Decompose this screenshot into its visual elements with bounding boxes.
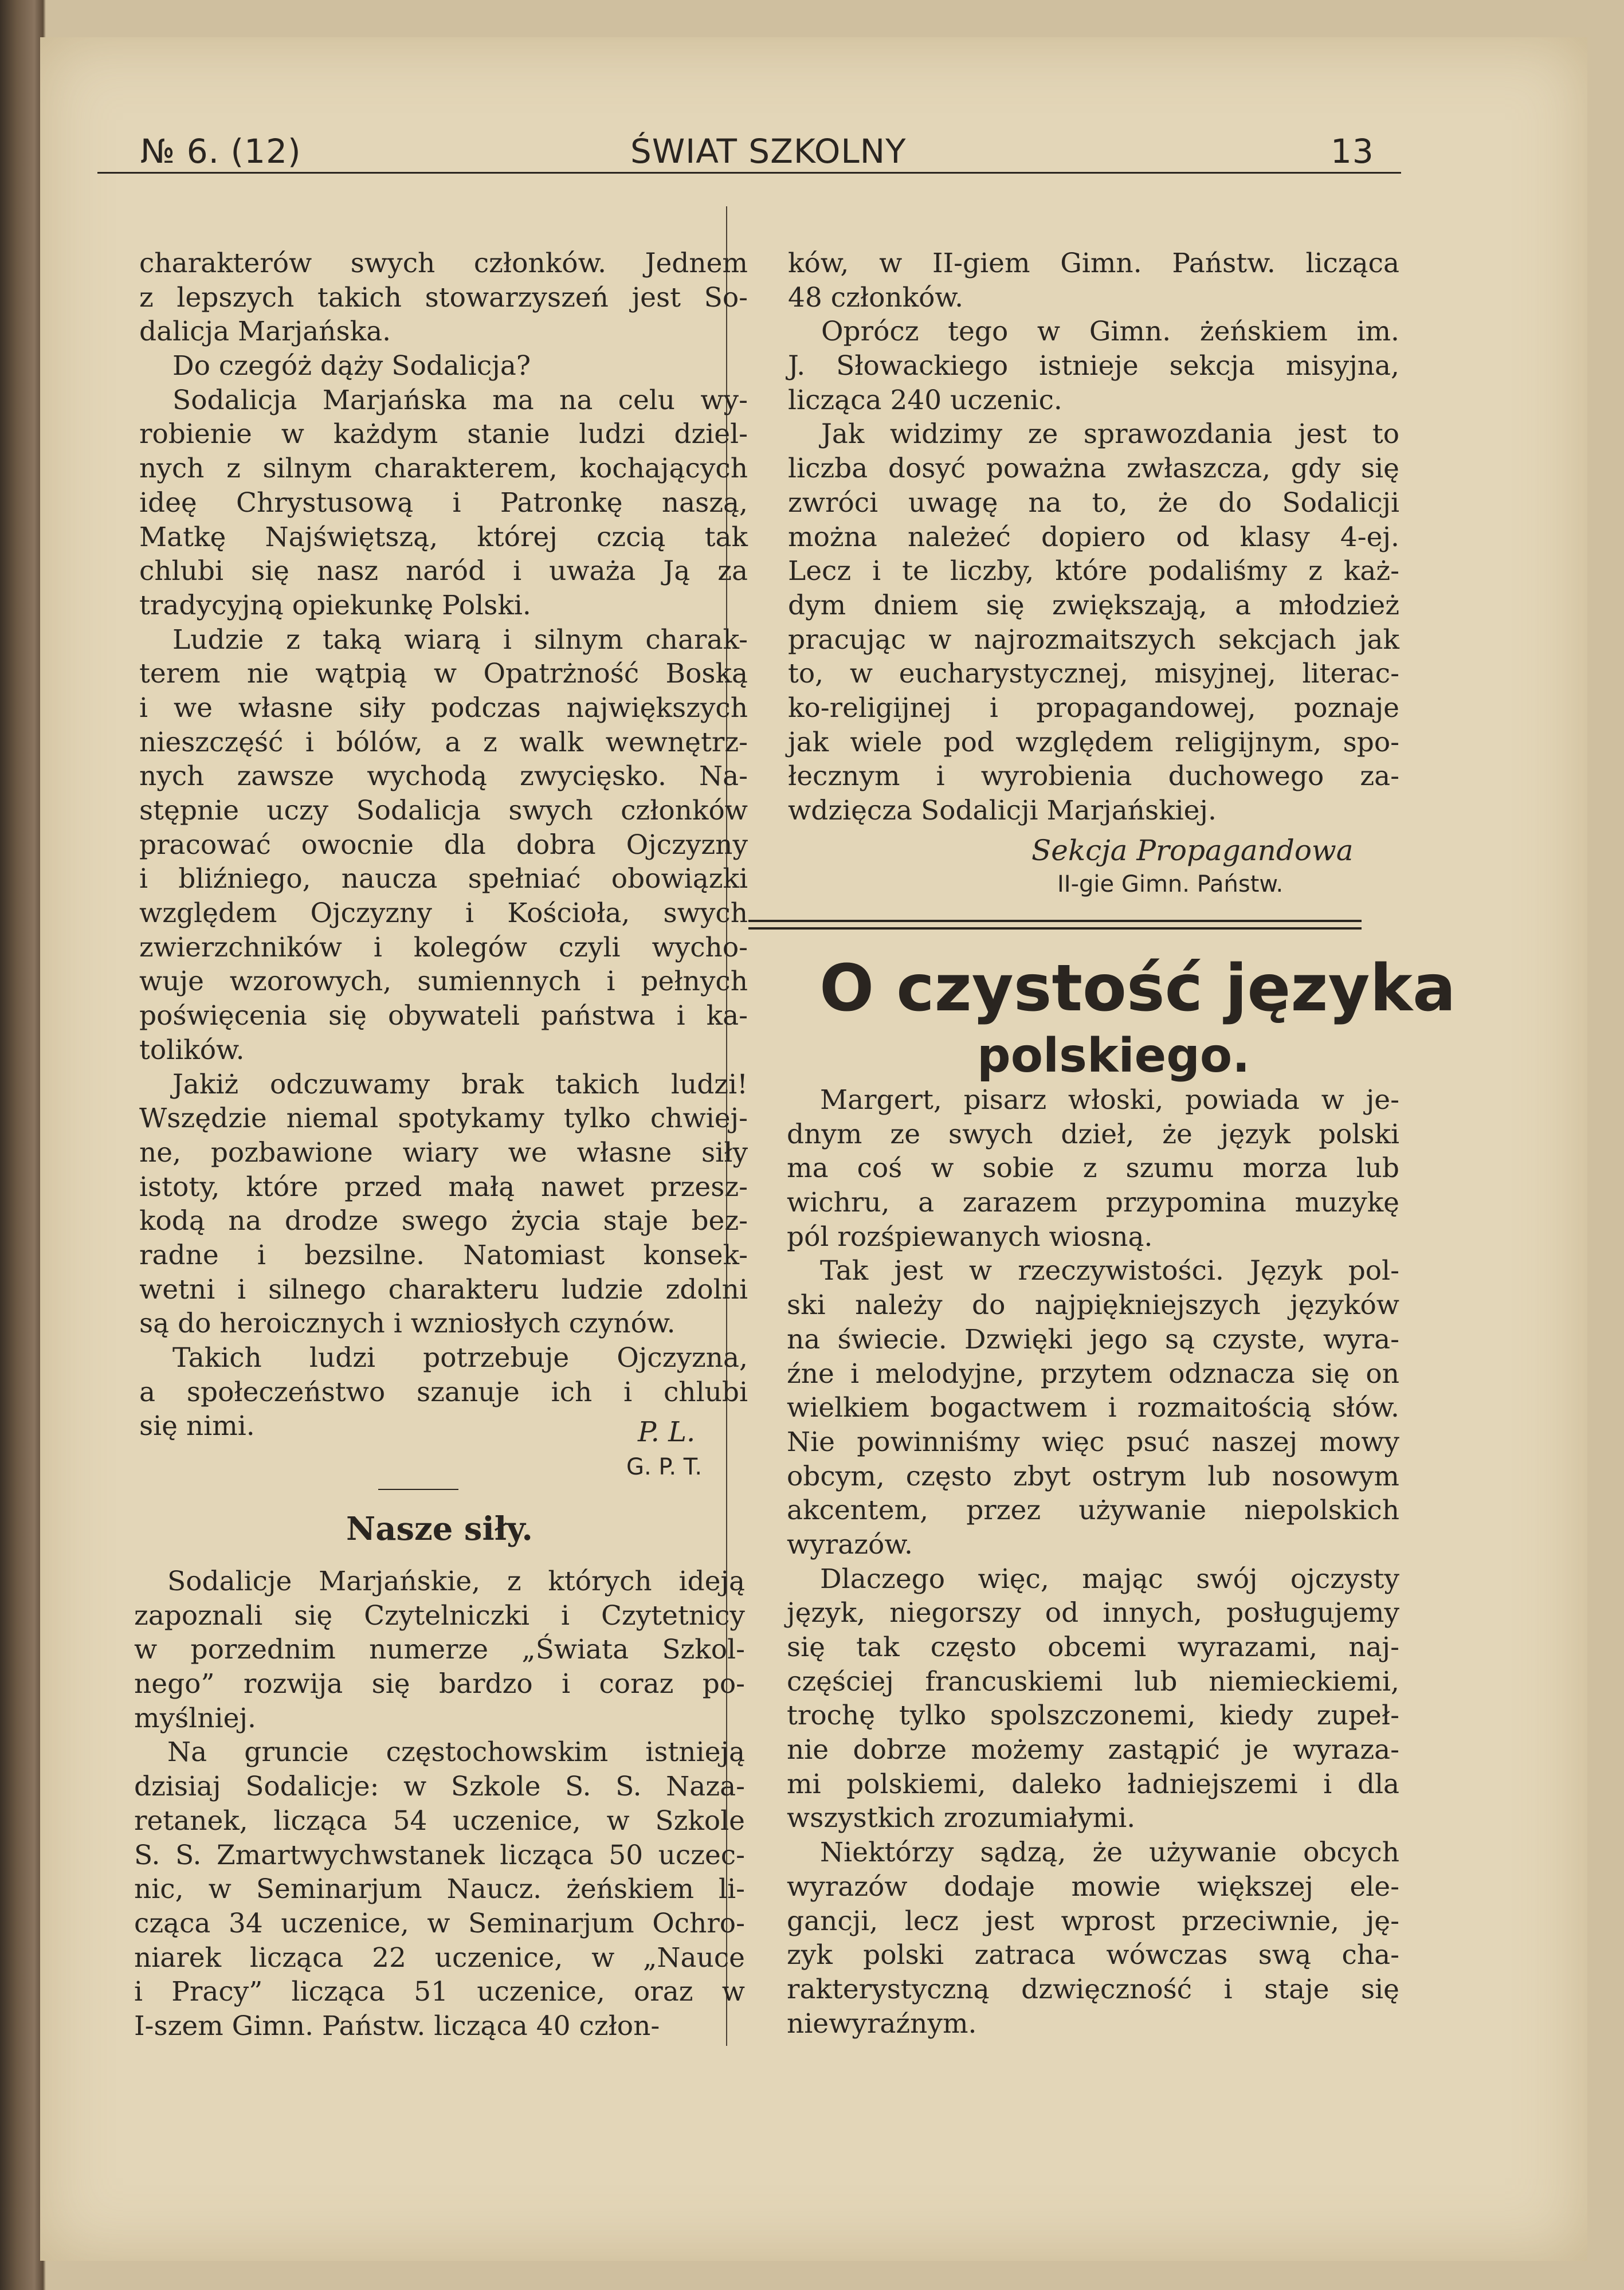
text-line: radne i bezsilne. Natomiast konsek- <box>139 1239 748 1271</box>
text-line: wyrazów. <box>787 1528 913 1560</box>
text-line: Niektórzy sądzą, że używanie obcych <box>820 1837 1399 1869</box>
double-rule-top <box>748 920 1362 922</box>
header-rule <box>97 172 1401 174</box>
text-line: Oprócz tego w Gimn. żeńskiem im. <box>821 316 1399 348</box>
text-line: tradycyjną opiekunkę Polski. <box>139 589 531 621</box>
text-line: Dlaczego więc, mając swój ojczysty <box>820 1563 1399 1595</box>
text-line: robienie w każdym stanie ludzi dziel- <box>139 418 748 450</box>
text-line: dym dniem się zwiększają, a młodzież <box>788 589 1399 621</box>
text-line: i Pracy” licząca 51 uczenice, oraz w <box>134 1976 745 2008</box>
text-line: dzisiaj Sodalicje: w Szkole S. S. Naza- <box>134 1771 745 1803</box>
text-line: się nimi. <box>139 1410 255 1442</box>
text-line: zwierzchników i kolegów czyli wycho- <box>139 931 748 963</box>
right-column <box>788 246 1399 828</box>
text-line: Sodalicja Marjańska ma na celu wy- <box>172 384 748 416</box>
text-line: chlubi się nasz naród i uważa Ją za <box>139 555 748 587</box>
text-line: jak wiele pod względem religijnym, spo- <box>788 726 1399 758</box>
left-column-section2 <box>134 1564 745 2044</box>
text-line: wszystkich zrozumiałymi. <box>787 1802 1136 1834</box>
text-line: dalicja Marjańska. <box>139 316 391 348</box>
text-line: ski należy do najpiękniejszych języków <box>787 1289 1399 1322</box>
text-line: trochę tylko spolszczonemi, kiedy zupeł- <box>787 1700 1399 1732</box>
text-line: S. S. Zmartwychwstanek licząca 50 uczec- <box>134 1839 745 1871</box>
text-line: stępnie uczy Sodalicja swych członków <box>139 795 748 826</box>
text-line: terem nie wątpią w Opatrżność Boską <box>139 658 748 690</box>
text-line: pracując w najrozmaitszych sekcjach jak <box>788 624 1399 656</box>
text-line: się tak często obcemi wyrazami, naj- <box>787 1632 1399 1663</box>
text-line: zwróci uwagę na to, że do Sodalicji <box>788 487 1399 519</box>
text-line: Nie powinniśmy więc psuć naszej mowy <box>787 1426 1399 1458</box>
right-column-article <box>787 1083 1399 2041</box>
text-line: na świecie. Dzwięki jego są czyste, wyra- <box>787 1323 1399 1355</box>
text-line: Do czegóż dąży Sodalicja? <box>172 350 531 382</box>
text-line: w porzednim numerze „Świata Szkol- <box>134 1634 745 1666</box>
text-line: zapoznali się Czytelniczki i Czytetnicy <box>134 1599 745 1632</box>
text-line: I-szem Gimn. Państw. licząca 40 człon- <box>134 2010 660 2042</box>
text-line: a społeczeństwo szanuje ich i chlubi <box>139 1376 748 1408</box>
text-line: wuje wzorowych, sumiennych i pełnych <box>139 966 748 998</box>
text-line: niarek licząca 22 uczenice, w „Nauce <box>134 1942 745 1974</box>
text-line: częściej francuskiemi lub niemieckiemi, <box>787 1665 1399 1697</box>
text-line: Lecz i te liczby, które podaliśmy z każ- <box>788 555 1399 587</box>
article-title-line2: polskiego. <box>977 1029 1250 1083</box>
signature-org-gpt: G. P. T. <box>626 1454 703 1480</box>
text-line: dnym ze swych dzieł, że język polski <box>787 1118 1399 1150</box>
text-line: kodą na drodze swego życia staje bez- <box>139 1205 748 1237</box>
text-line: zyk polski zatraca wówczas swą cha- <box>787 1939 1399 1971</box>
text-line: wetni i silnego charakteru ludzie zdolni <box>139 1273 748 1305</box>
section-title-nasze-sily: Nasze siły. <box>346 1510 533 1548</box>
text-line: myślniej. <box>134 1702 256 1734</box>
text-line: nych z silnym charakterem, kochających <box>139 453 748 485</box>
text-line: ma coś w sobie z szumu morza lub <box>787 1152 1399 1185</box>
text-line: istoty, które przed małą nawet przesz- <box>139 1171 748 1203</box>
text-line: i bliźniego, naucza spełniać obowiązki <box>139 863 748 895</box>
double-rule-bottom <box>748 927 1362 930</box>
text-line: z lepszych takich stowarzyszeń jest So- <box>139 281 748 313</box>
text-line: nego” rozwija się bardzo i coraz po- <box>134 1668 745 1700</box>
text-line: Jak widzimy ze sprawozdania jest to <box>821 418 1399 450</box>
text-line: tolików. <box>139 1034 245 1066</box>
text-line: można należeć dopiero od klasy 4-ej. <box>788 521 1399 553</box>
text-line: wichru, a zarazem przypomina muzykę <box>787 1187 1399 1219</box>
text-line: J. Słowackiego istnieje sekcja misyjna, <box>788 350 1399 382</box>
text-line: 48 członków. <box>788 281 964 313</box>
text-line: gancji, lecz jest wprost przeciwnie, ję- <box>787 1905 1399 1937</box>
text-line: łecznym i wyrobienia duchowego za- <box>788 760 1399 793</box>
text-line: względem Ojczyzny i Kościoła, swych <box>139 897 748 930</box>
journal-title: ŚWIAT SZKOLNY <box>630 132 907 171</box>
text-line: obcym, często zbyt ostrym lub nosowym <box>787 1460 1399 1492</box>
text-line: mi polskiemi, daleko ładniejszemi i dla <box>787 1768 1399 1800</box>
article-title-line1: O czystość języka <box>819 951 1456 1026</box>
text-line: niewyraźnym. <box>787 2007 977 2040</box>
text-line: i we własne siły podczas największych <box>139 692 748 724</box>
text-line: nie dobrze możemy zastąpić je wyraza- <box>787 1734 1399 1766</box>
text-line: wyrazów dodaje mowie większej ele- <box>787 1871 1399 1903</box>
text-line: Takich ludzi potrzebuje Ojczyzna, <box>172 1342 748 1374</box>
text-line: źne i melodyjne, przytem odznacza się on <box>787 1358 1399 1390</box>
text-line: Jakiż odczuwamy brak takich ludzi! <box>172 1068 748 1100</box>
text-line: ko-religijnej i propagandowej, poznaje <box>788 692 1399 724</box>
text-line: Margert, pisarz włoski, powiada w je- <box>820 1084 1399 1116</box>
text-line: akcentem, przez używanie niepolskich <box>787 1495 1399 1527</box>
issue-number: № 6. (12) <box>140 132 301 171</box>
signature-org-gimn: II-gie Gimn. Państw. <box>1057 871 1284 897</box>
page-number: 13 <box>1331 132 1374 171</box>
text-line: wielkiem bogactwem i rozmaitością słów. <box>787 1392 1399 1424</box>
text-line: ków, w II-giem Gimn. Państw. licząca <box>788 248 1399 279</box>
text-line: liczba dosyć poważna zwłaszcza, gdy się <box>788 453 1399 485</box>
text-line: język, niegorszy od innych, posługujemy <box>787 1597 1399 1629</box>
text-line: pracować owocnie dla dobra Ojczyzny <box>139 829 748 861</box>
text-line: poświęcenia się obywateli państwa i ka- <box>139 1000 748 1032</box>
text-line: cząca 34 uczenice, w Seminarjum Ochro- <box>134 1907 745 1939</box>
signature-pl: P. L. <box>638 1416 696 1448</box>
text-line: Wszędzie niemal spotykamy tylko chwiej- <box>139 1103 748 1135</box>
text-line: pól rozśpiewanych wiosną. <box>787 1221 1153 1253</box>
text-line: ne, pozbawione wiary we własne siły <box>139 1136 748 1168</box>
text-line: retanek, licząca 54 uczenice, w Szkole <box>134 1805 745 1837</box>
text-line: Tak jest w rzeczywistości. Język pol- <box>820 1255 1399 1287</box>
left-column <box>139 246 748 1444</box>
text-line: wdzięcza Sodalicji Marjańskiej. <box>788 795 1217 826</box>
text-line: nych zawsze wychodą zwycięsko. Na- <box>139 760 748 793</box>
text-line: Sodalicje Marjańskie, z których ideją <box>167 1566 745 1597</box>
text-line: są do heroicznych i wzniosłych czynów. <box>139 1308 676 1340</box>
signature-sekcja: Sekcja Propagandowa <box>1031 834 1354 867</box>
text-line: charakterów swych członków. Jednem <box>139 248 748 279</box>
text-line: licząca 240 uczenic. <box>788 384 1062 416</box>
text-line: to, w eucharystycznej, misyjnej, literac- <box>788 658 1399 690</box>
section-separator <box>378 1489 458 1490</box>
text-line: Ludzie z taką wiarą i silnym charak- <box>172 624 748 656</box>
text-line: nic, w Seminarjum Naucz. żeńskiem li- <box>134 1873 745 1905</box>
text-line: Na gruncie częstochowskim istnieją <box>167 1736 745 1769</box>
text-line: rakterystyczną dzwięczność i staje się <box>787 1973 1399 2005</box>
text-line: Matkę Najświętszą, której czcią tak <box>139 521 748 553</box>
text-line: ideę Chrystusową i Patronkę naszą, <box>139 487 748 519</box>
text-line: nieszczęść i bólów, a z walk wewnętrz- <box>139 726 748 758</box>
